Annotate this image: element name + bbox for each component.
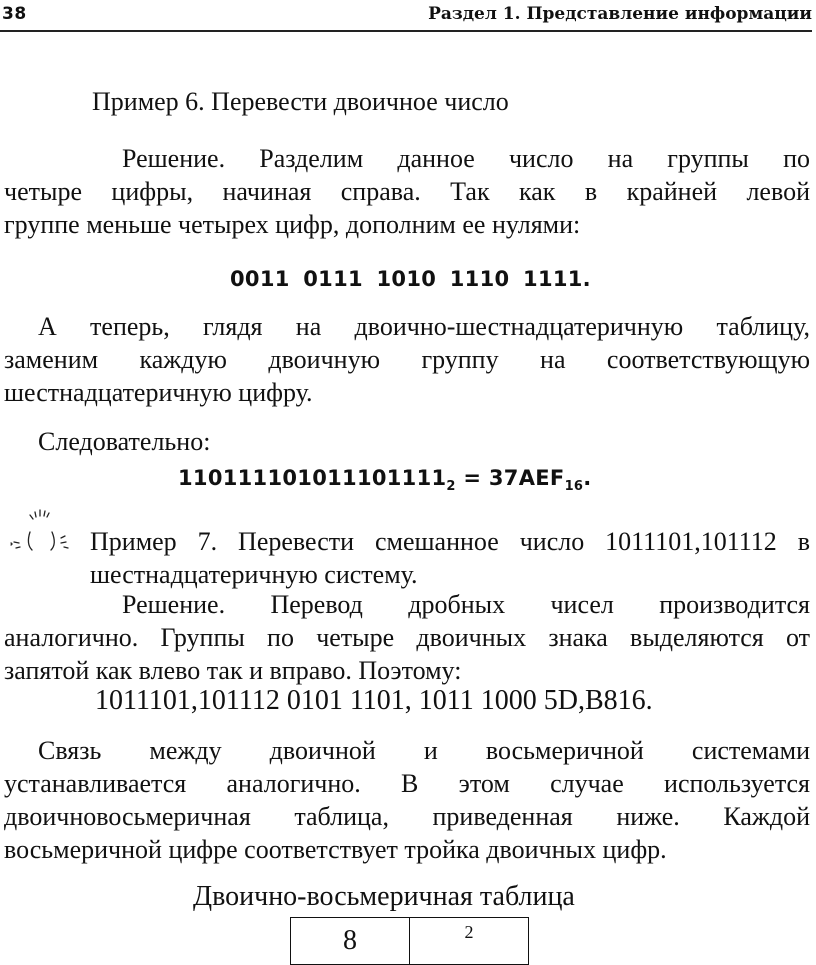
text-line: группе меньше четырех цифр, дополним ее нулями: — [4, 210, 581, 239]
table-header-cell: 8 — [291, 918, 410, 965]
section-title: Раздел 1. Представление информации — [428, 4, 812, 24]
text-line: Решение. Перевод дробных чисел производится — [122, 590, 810, 619]
solution-2-paragraph — [4, 588, 810, 687]
result-equals: = 37AEF — [455, 466, 565, 490]
conversion-line: 1011101,101112 0101 1101, 1011 1000 5D,B816. — [95, 685, 653, 716]
text-line: устанавливается аналогично. В этом случае используется — [4, 769, 810, 798]
text-line: Решение. Разделим данное число на группы по — [122, 144, 810, 173]
text-line: запятой как влево так и вправо. Поэтому: — [4, 656, 462, 685]
table-header-cell: 2 — [410, 918, 529, 965]
result-binary: 110111101011101111 — [178, 466, 447, 490]
result-equation — [178, 466, 592, 494]
text-line: шестнадцатеричную цифру. — [4, 378, 313, 407]
header-rule — [0, 30, 812, 32]
consequently-label: Следовательно: — [38, 427, 211, 456]
binary-base: 2 — [446, 479, 456, 494]
hex-base: 16 — [564, 479, 584, 494]
text-line: аналогично. Группы по четыре двоичных знака выделяются от — [4, 623, 810, 652]
text-line: Пример 7. Перевести смешанное число 1011101,101112 в — [90, 527, 810, 556]
text-line: заменим каждую двоичную группу на соответствующую — [4, 345, 810, 374]
page-number: 38 — [2, 4, 27, 24]
text-line: восьмеричной цифре соответствует тройка двоичных цифр. — [4, 835, 667, 864]
text-line: двоичновосьмеричная таблица, приведенная ниже. Каждой — [4, 802, 810, 831]
example-7-paragraph — [90, 525, 810, 591]
text-line: шестнадцатеричную систему. — [90, 560, 418, 589]
text-line: А теперь, глядя на двоично-шестнадцатеричную таблицу, — [38, 312, 810, 341]
table-row — [291, 918, 529, 965]
binary-groups: 0011 0111 1010 1110 1111. — [230, 267, 591, 291]
table-title: Двоично-восьмеричная таблица — [193, 881, 575, 912]
lightbulb-icon — [8, 508, 78, 556]
paragraph-4 — [4, 734, 810, 866]
text-line: Связь между двоичной и восьмеричной системами — [38, 736, 810, 765]
solution-1-paragraph — [4, 142, 810, 241]
binary-octal-table — [290, 917, 529, 965]
example-6-title: Пример 6. Перевести двоичное число — [92, 87, 509, 116]
paragraph-2 — [4, 310, 810, 409]
result-tail: . — [583, 466, 592, 490]
text-line: четыре цифры, начиная справа. Так как в крайней левой — [4, 177, 810, 206]
